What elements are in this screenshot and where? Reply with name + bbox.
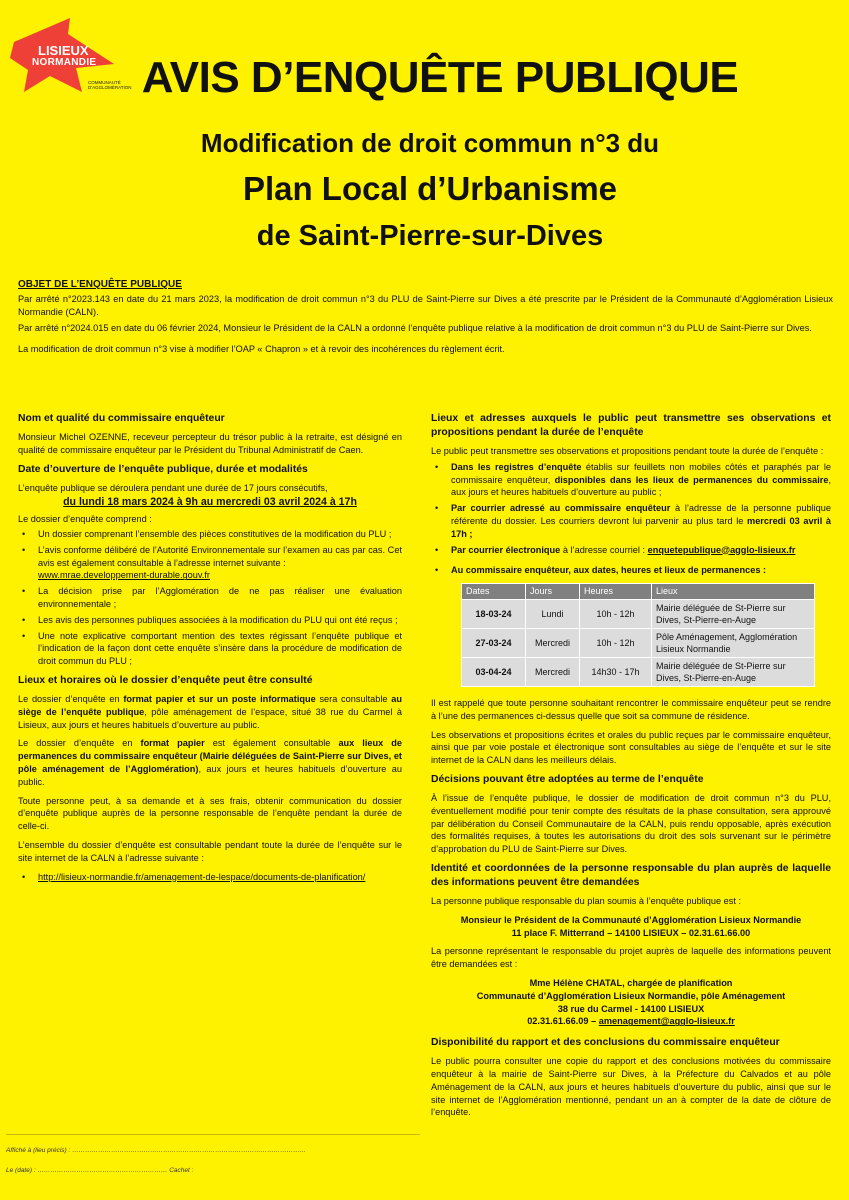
text-span: , aux jours et heures habituels d’ouverture au public ;	[451, 474, 831, 498]
rappel-text: Il est rappelé que toute personne souhaitant rencontrer le commissaire enquêteur peut se rendre à l’une des permanences ci-dessus quelle que soit sa commune de résidence.	[431, 697, 831, 721]
right-column	[431, 412, 831, 1125]
text-span: établis sur feuillets non mobiles côtés et paraphés par le commissaire enquêteur,	[451, 461, 831, 485]
logo-line1: LISIEUX	[38, 43, 89, 58]
affichage-footer	[6, 1134, 420, 1181]
observations-consultables-text: Les observations et propositions écrites et orales du public reçues par le commissaire enquêteur, ainsi que par voie postale et électronique sont consultables au siège de l’enquête et sur le site internet de la CALN dans les meilleurs délais.	[431, 729, 831, 766]
contact-phone-email	[431, 1015, 831, 1028]
text-span: , pôle aménagement de l’espace, situé 38 rue du Carmel à Lisieux, aux jours et heures habituels d’ouverture au public.	[18, 706, 402, 730]
list-item	[431, 564, 831, 577]
decisions-text: À l’issue de l’enquête publique, le dossier de modification de droit commun n°3 du PLU, éventuellement modifié pour tenir compte des résultats de la phase consultation, sera approuvé par délibération du Conseil Communautaire de la CALN, puis rendu opposable, après exécution des formalités requises, à toutes les autorisations du droit des sols survenant sur le périmètre d’approbation du PLU de Saint-Pierre sur Dives.	[431, 792, 831, 855]
decisions-heading: Décisions pouvant être adoptées au terme de l’enquête	[431, 773, 704, 785]
text-span-bold: disponibles dans les lieux de permanences du commissaire	[554, 474, 829, 485]
table-header: Jours	[526, 584, 580, 600]
left-column	[18, 412, 402, 889]
objet-heading: OBJET DE L’ENQUÊTE PUBLIQUE	[18, 279, 182, 290]
list-item: • Les avis des personnes publiques associées à la modification du PLU qui ont été reçus ;	[18, 614, 402, 627]
president-name: Monsieur le Président de la Communauté d’Agglomération Lisieux Normandie	[460, 914, 802, 925]
website-list	[18, 871, 402, 884]
responsable-heading: Identité et coordonnées de la personne responsable du plan auprès de laquelle des informations peuvent être demandées	[431, 862, 831, 888]
text-span: Le dossier d’enquête en	[18, 738, 141, 749]
dossier-intro: Le dossier d’enquête comprend :	[18, 514, 152, 525]
amenagement-email-link[interactable]: amenagement@agglo-lisieux.fr	[598, 1016, 735, 1027]
lisieux-normandie-logo	[10, 14, 132, 96]
date-cachet-line: Le (date) : …………………………………………………… Cachet :	[6, 1167, 194, 1174]
objet-section	[18, 278, 833, 359]
table-cell: 18-03-24	[462, 599, 526, 628]
table-cell: 10h - 12h	[580, 628, 652, 657]
table-row	[462, 599, 815, 628]
observations-list	[431, 461, 831, 577]
text-span-bold: Au commissaire enquêteur, aux dates, heures et lieux de permanences :	[451, 565, 767, 576]
table-cell: Pôle Aménagement, Agglomération Lisieux Normandie	[652, 628, 815, 657]
president-address: 11 place F. Mitterrand – 14100 LISIEUX – 02.31.61.66.00	[511, 927, 751, 938]
responsable-intro: La personne publique responsable du plan soumis à l’enquête publique est :	[431, 895, 742, 906]
text-span: Le dossier d’enquête en	[18, 693, 124, 704]
permanences-table	[461, 583, 815, 687]
table-cell: 14h30 - 17h	[580, 657, 652, 686]
table-cell: 10h - 12h	[580, 599, 652, 628]
subtitle-2: Plan Local d’Urbanisme	[242, 170, 618, 207]
table-cell: 27-03-24	[462, 628, 526, 657]
list-item: • La décision prise par l’Agglomération de ne pas réaliser une évaluation environnementale ;	[18, 585, 402, 611]
text-span-bold: format papier et sur un poste informatique	[123, 693, 316, 704]
dossier-list	[18, 528, 402, 668]
list-item-text: L’avis conforme délibéré de l’Autorité Environnementale sur l’examen au cas par cas. Cet avis est également consultable à l’adresse internet suivante :	[38, 544, 402, 568]
text-span-bold: au siège de l’enquête publique	[18, 693, 402, 717]
table-cell: Mercredi	[526, 657, 580, 686]
text-span: à l’adresse de la personne publique référente du dossier. Les courriers devront lui parvenir au plus tard le	[451, 503, 831, 526]
table-row	[462, 657, 815, 686]
table-cell: Lundi	[526, 599, 580, 628]
lieux-horaires-heading: Lieux et horaires où le dossier d’enquête peut être consulté	[18, 674, 313, 686]
observations-intro: Le public peut transmettre ses observations et propositions pendant toute la durée de l’enquête :	[431, 446, 824, 456]
list-item	[18, 544, 402, 582]
contact-address: 38 rue du Carmel - 14100 LISIEUX	[557, 1003, 705, 1014]
commissaire-text: Monsieur Michel OZENNE, receveur percepteur du trésor public à la retraite, est désigné en qualité de commissaire enquêteur par le Président du Tribunal Administratif de Caen.	[18, 432, 402, 455]
logo-small-text: COMMUNAUTÉ D'AGGLOMÉRATION	[88, 80, 132, 90]
subtitle-1: Modification de droit commun n°3 du	[200, 128, 660, 158]
contact-name: Mme Hélène CHATAL, chargée de planification	[529, 977, 733, 988]
text-span: , aux jours et heures habituels d’ouverture au public.	[18, 763, 402, 787]
text-span: à l’adresse courriel :	[560, 544, 648, 555]
table-row	[462, 628, 815, 657]
objet-paragraph-2: Par arrêté n°2024.015 en date du 06 février 2024, Monsieur le Président de la CALN a ordonné l’enquête publique relative à la modification de droit commun n°3 du PLU de Saint-Pierre sur Dives.	[18, 323, 812, 333]
contact-org: Communauté d’Agglomération Lisieux Normandie, pôle Aménagement	[476, 990, 786, 1001]
contact-phone: 02.31.61.66.09 –	[527, 1016, 599, 1027]
table-cell: Mairie déléguée de St-Pierre sur Dives, St-Pierre-en-Auge	[652, 657, 815, 686]
representant-intro: La personne représentant le responsable du projet auprès de laquelle des informations peuvent être demandées est :	[431, 946, 831, 970]
page-title: AVIS D’ENQUÊTE PUBLIQUE	[141, 53, 739, 102]
objet-paragraph-3: La modification de droit commun n°3 vise à modifier l’OAP « Chapron » et à revoir des incohérences du règlement écrit.	[18, 344, 505, 354]
enquete-email-link[interactable]: enquetepublique@agglo-lisieux.fr	[647, 544, 796, 555]
duree-text: L’enquête publique se déroulera pendant une durée de 17 jours consécutifs,	[18, 482, 328, 493]
list-item	[431, 461, 831, 499]
text-span-bold: Dans les registres d’enquête	[451, 461, 582, 472]
text-span-bold: mercredi 03 avril à 17h ;	[451, 515, 832, 539]
text-span-bold: Par courrier adressé au commissaire enquêteur	[451, 503, 671, 514]
list-item	[431, 544, 831, 557]
text-span-bold: format papier	[140, 738, 205, 749]
list-item	[431, 502, 831, 540]
mrae-link[interactable]: www.mrae.developpement-durable.gouv.fr	[38, 570, 210, 581]
objet-paragraph-1: Par arrêté n°2023.143 en date du 21 mars 2023, la modification de droit commun n°3 du PLU de Saint-Pierre sur Dives a été prescrite par le Président de la Communauté d’Agglomération Lisieux Normandie (CALN).	[18, 294, 833, 317]
lieux-paragraph-3: Toute personne peut, à sa demande et à ses frais, obtenir communication du dossier d’enquête publique auprès de la personne responsable de l’enquête pendant la durée de celle-ci.	[18, 795, 402, 832]
commissaire-heading: Nom et qualité du commissaire enquêteur	[18, 413, 225, 424]
logo-line2: NORMANDIE	[32, 57, 97, 68]
enquete-dates: du lundi 18 mars 2024 à 9h au mercredi 03 avril 2024 à 17h	[63, 496, 357, 509]
text-span-bold: Par courrier électronique	[451, 544, 561, 555]
table-header: Lieux	[652, 584, 815, 600]
observations-heading: Lieux et adresses auxquels le public peut transmettre ses observations et propositions pendant la durée de l’enquête	[431, 413, 831, 438]
table-header: Heures	[580, 584, 652, 600]
list-item: • Un dossier comprenant l’ensemble des pièces constitutives de la modification du PLU ;	[18, 528, 402, 541]
table-cell: Mercredi	[526, 628, 580, 657]
subtitle-3: de Saint-Pierre-sur-Dives	[256, 220, 604, 252]
affiche-line: Affiché à (lieu précis) : ………………………………………………………………………………………………	[6, 1147, 307, 1154]
list-item: • Une note explicative comportant mention des textes régissant l’enquête publique et l’indication de la façon dont cette enquête s’insère dans la procédure de modification de droit commun du PLU ;	[18, 630, 402, 668]
table-header: Dates	[462, 584, 526, 600]
caln-website-link[interactable]: http://lisieux-normandie.fr/amenagement-de-lespace/documents-de-planification/	[38, 871, 366, 882]
dates-heading: Date d’ouverture de l’enquête publique, durée et modalités	[18, 463, 308, 475]
text-span-bold: aux lieux de permanences du commissaire enquêteur (Mairie déléguées de Saint-Pierre sur Dives, et pôle aménagement de l’Agglomération)	[18, 738, 402, 774]
table-cell: Mairie déléguée de St-Pierre sur Dives, St-Pierre-en-Auge	[652, 599, 815, 628]
list-item	[18, 871, 402, 884]
lieux-paragraph-2	[18, 737, 402, 788]
lieux-paragraph-1	[18, 693, 402, 731]
table-cell: 03-04-24	[462, 657, 526, 686]
text-span: est également consultable	[204, 738, 339, 749]
text-span: sera consultable	[315, 693, 392, 704]
rapport-heading: Disponibilité du rapport et des conclusions du commissaire enquêteur	[431, 1037, 780, 1049]
rapport-text: Le public pourra consulter une copie du rapport et des conclusions motivées du commissaire enquêteur à la mairie de Saint-Pierre sur Dives, à la Préfecture du Calvados et au pôle Aménagement de la CALN, aux jours et heures habituels d’ouverture du public, ainsi que sur le site internet de l’Agglomération mentionné, pendant un an à compter de la date de clôture de l’enquête.	[431, 1056, 831, 1118]
lieux-paragraph-4: L’ensemble du dossier d’enquête est consultable pendant toute la durée de l’enquête sur le site internet de la CALN à l’adresse suivante :	[18, 839, 402, 863]
